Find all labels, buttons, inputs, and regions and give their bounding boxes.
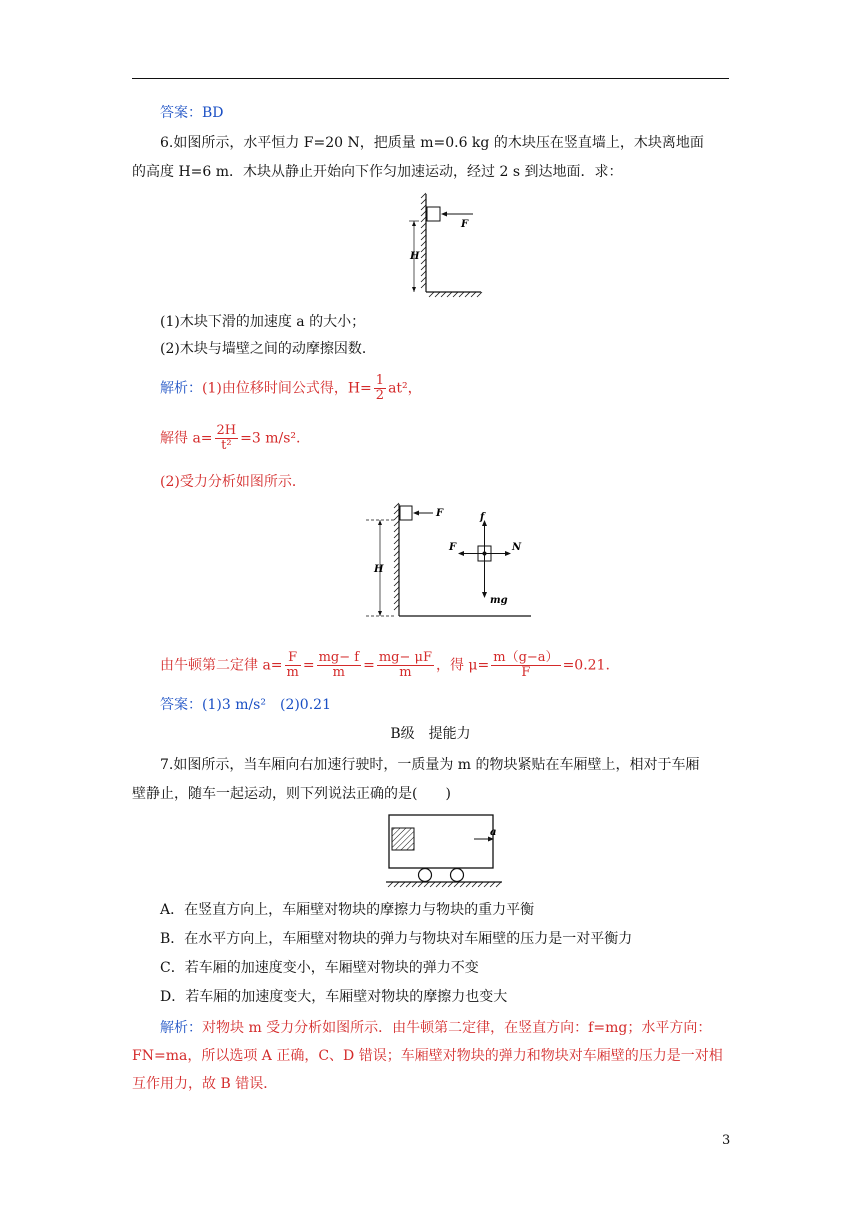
answer-value: (1)3 m/s² (2)0.21: [202, 697, 331, 713]
fraction: [374, 374, 386, 403]
q7-option-b: B．在水平方向上，车厢壁对物块的弹力与物块对车厢壁的压力是一对平衡力: [160, 931, 633, 947]
fraction: [215, 424, 239, 453]
q7-line1: 7.如图所示，当车厢向右加速行驶时，一质量为 m 的物块紧贴在车厢壁上，相对于车厢: [160, 757, 700, 773]
fraction-numerator: m（g−a）: [493, 650, 559, 665]
solution-text: 解得 a=: [160, 430, 213, 447]
answer-label: 答案：: [160, 697, 202, 713]
solution-text: at²，: [388, 380, 422, 397]
solution-text: ，得 μ=: [435, 657, 490, 674]
fraction-numerator: 2H: [216, 423, 237, 438]
page-number: 3: [722, 1133, 731, 1148]
q5-answer: [160, 103, 224, 123]
q6-sub1: (1)木块下滑的加速度 a 的大小；: [160, 314, 366, 330]
acceleration-a-label: a: [490, 827, 497, 838]
q6-line1: 6.如图所示，水平恒力 F=20 N，把质量 m=0.6 kg 的木块压在竖直墙上，木块离地面: [160, 135, 704, 151]
q7-solution-2: FN=ma，所以选项 A 正确，C、D 错误；车厢壁对物块的弹力和物块对车厢壁的压力是一对相: [132, 1048, 723, 1064]
friction-f-label: f: [480, 512, 485, 523]
force-F-top-label: F: [436, 508, 444, 519]
fraction: [377, 651, 434, 680]
fraction: [491, 651, 560, 680]
solution-label: 解析：: [160, 380, 202, 397]
force-F-label: F: [461, 219, 469, 230]
height-H-label: H: [410, 251, 420, 262]
q6-solution-3: (2)受力分析如图所示．: [160, 474, 306, 490]
solution-text: =3 m/s².: [240, 430, 301, 447]
q7-solution-3: 互作用力，故 B 错误．: [132, 1076, 278, 1092]
solution-text: =0.21.: [562, 657, 610, 674]
q6-solution-2: [160, 424, 300, 453]
fraction-numerator: mg− μF: [378, 650, 432, 665]
normal-N-label: N: [512, 542, 522, 553]
q7-option-a: A．在竖直方向上，车厢壁对物块的摩擦力与物块的重力平衡: [160, 902, 535, 918]
fraction-numerator: F: [285, 651, 301, 666]
force-F-left-label: F: [449, 542, 457, 553]
fraction-numerator: mg− f: [318, 650, 360, 665]
q6-newton: [160, 651, 610, 680]
fraction-numerator: 1: [375, 373, 385, 388]
q6-solution-1: [160, 374, 422, 403]
solution-text: 由牛顿第二定律 a=: [160, 657, 283, 674]
fraction: [285, 651, 301, 680]
q7-option-d: D．若车厢的加速度变大，车厢壁对物块的摩擦力也变大: [160, 989, 508, 1005]
fraction-denominator: t²: [221, 438, 232, 453]
answer-label: 答案：: [160, 105, 202, 121]
answer-value: BD: [202, 105, 224, 121]
solution-label: 解析：: [160, 1020, 202, 1036]
fraction-denominator: 2: [375, 388, 385, 403]
q7-option-c: C．若车厢的加速度变小，车厢壁对物块的弹力不变: [160, 960, 479, 976]
q7-line2: 壁静止，随车一起运动，则下列说法正确的是( ): [132, 786, 451, 802]
q6-figure-wall-block: [405, 192, 485, 298]
q6-line2: 的高度 H=6 m．木块从静止开始向下作匀加速运动，经过 2 s 到达地面．求：: [132, 164, 623, 180]
q6-sub2: (2)木块与墙壁之间的动摩擦因数．: [160, 341, 376, 357]
q7-solution-1: [160, 1018, 711, 1038]
header-rule: [132, 78, 729, 79]
fraction-denominator: F: [521, 665, 531, 680]
q6-force-diagram: [363, 500, 533, 620]
solution-text: (1)由位移时间公式得，H=: [202, 380, 372, 397]
q7-figure-carriage: [384, 810, 504, 892]
q6-answer: [160, 695, 331, 715]
height-H-label: H: [374, 564, 384, 575]
solution-text: 对物块 m 受力分析如图所示．由牛顿第二定律，在竖直方向：f=mg；水平方向：: [202, 1020, 712, 1036]
fraction-denominator: m: [286, 665, 299, 680]
weight-mg-label: mg: [490, 595, 508, 606]
fraction-denominator: m: [399, 665, 412, 680]
fraction: [317, 651, 362, 680]
equals-sign: =: [363, 657, 375, 674]
equals-sign: =: [302, 657, 315, 674]
section-heading: B级 提能力: [390, 726, 471, 742]
fraction-denominator: m: [332, 665, 345, 680]
